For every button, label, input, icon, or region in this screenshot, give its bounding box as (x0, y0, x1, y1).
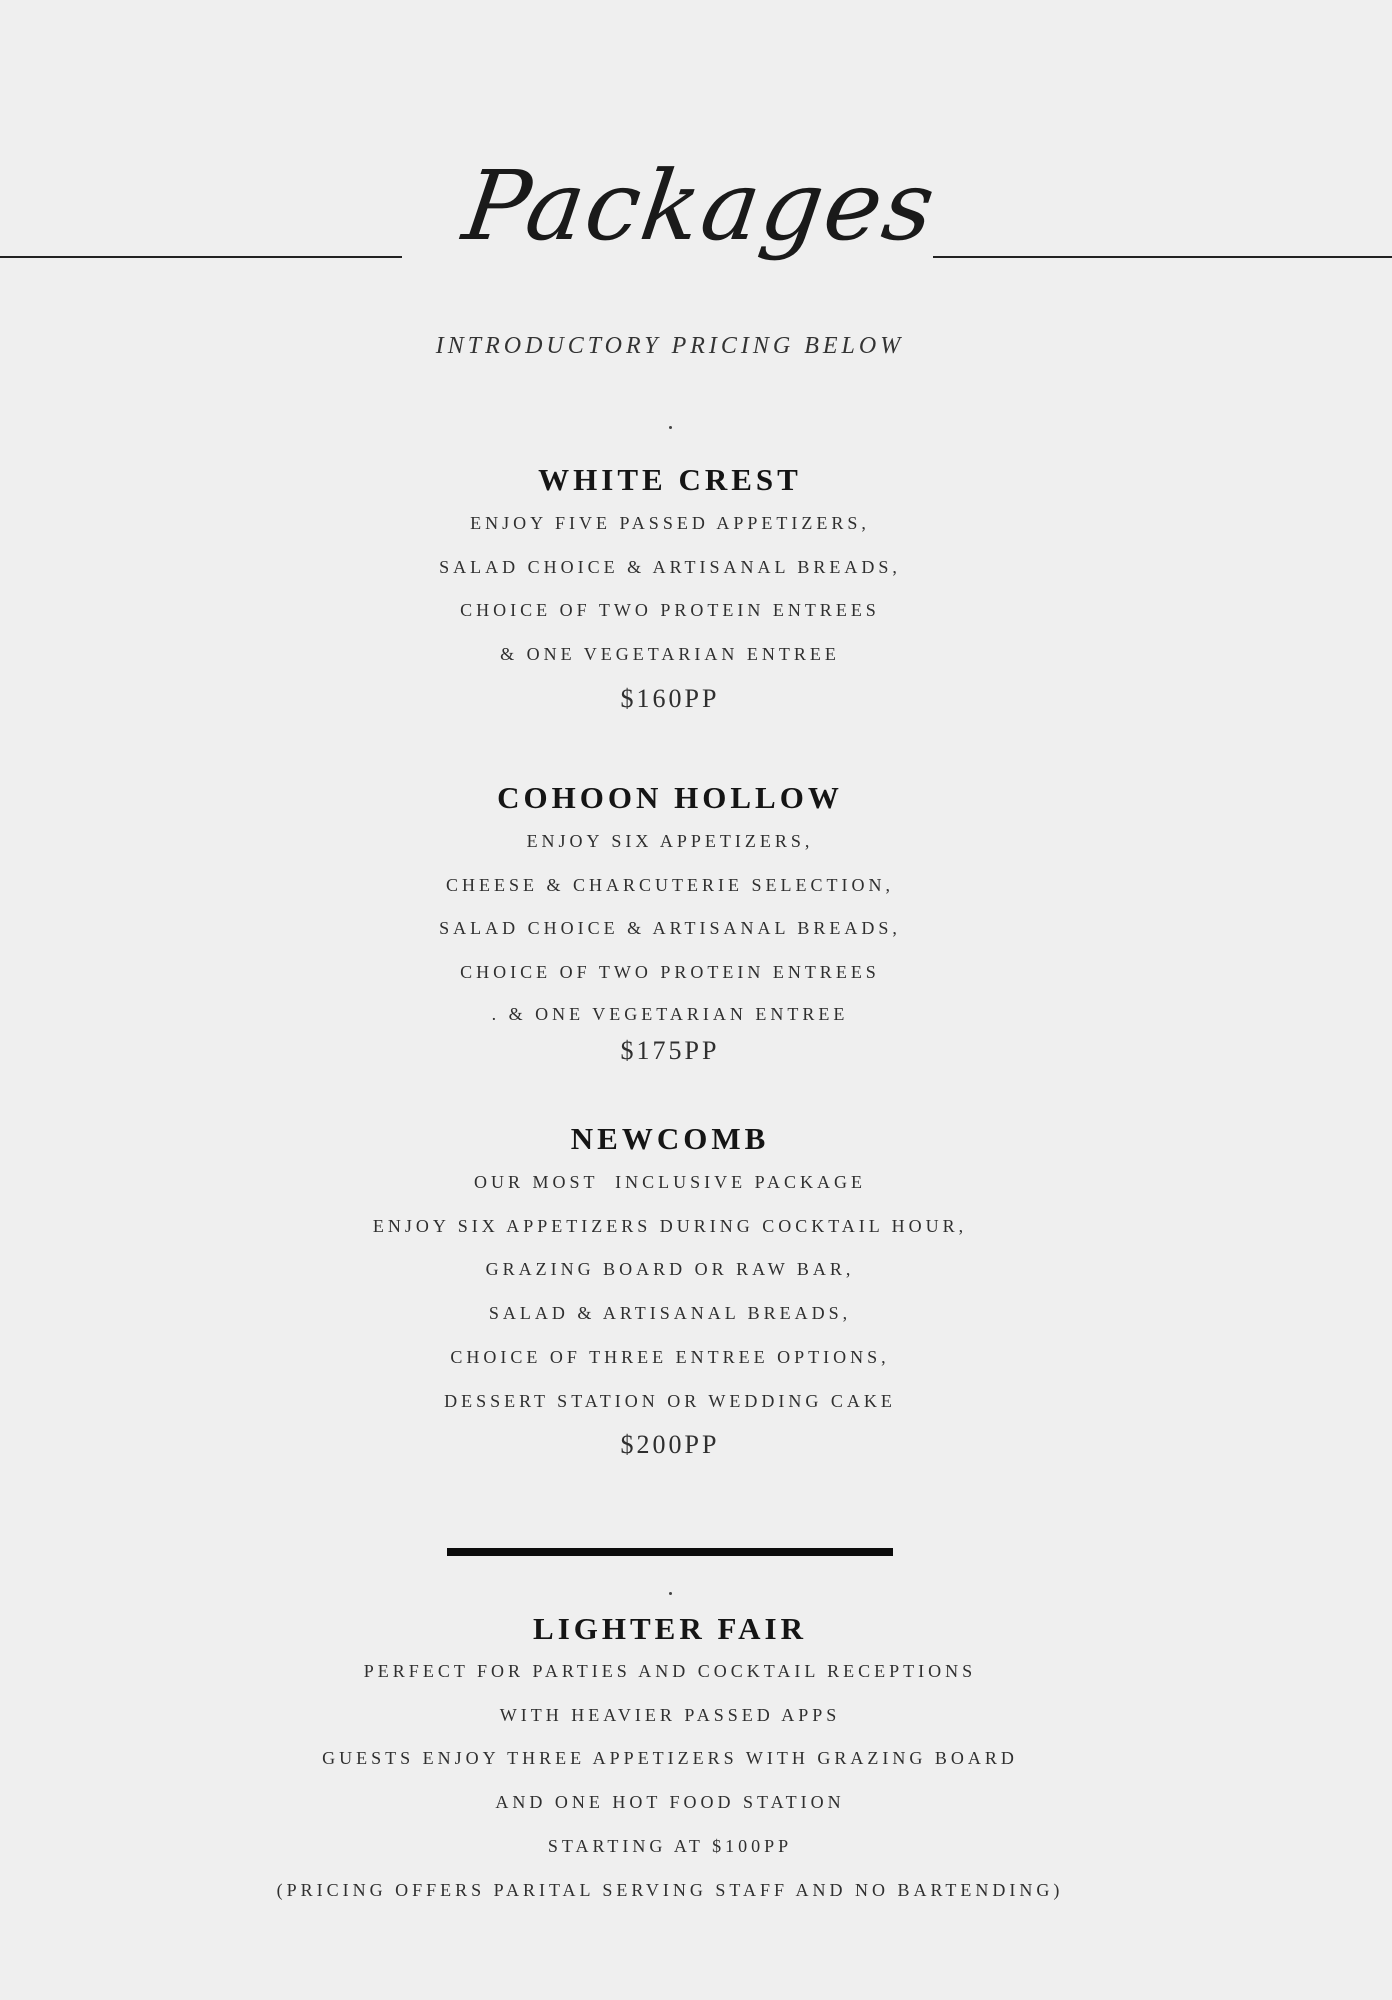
page-subtitle: INTRODUCTORY PRICING BELOW (435, 333, 905, 359)
package-line: WITH HEAVIER PASSED APPS (499, 1704, 841, 1725)
page-title: Packages (457, 150, 943, 262)
divider-dot (669, 1592, 672, 1595)
package-lighter-fair (0, 1608, 1340, 1912)
package-line: STARTING AT $100PP (547, 1835, 793, 1856)
package-line: ENJOY SIX APPETIZERS, (526, 831, 814, 851)
package-line: GRAZING BOARD OR RAW BAR, (485, 1259, 855, 1280)
package-white-crest (0, 458, 1340, 720)
package-line: PERFECT FOR PARTIES AND COCKTAIL RECEPTIONS (363, 1661, 977, 1681)
package-price: $200PP (620, 1430, 720, 1460)
package-line: OUR MOST INCLUSIVE PACKAGE (473, 1172, 867, 1192)
package-line: CHOICE OF TWO PROTEIN ENTREES (460, 600, 880, 621)
package-newcomb (0, 1117, 1340, 1466)
package-price: $160PP (620, 683, 720, 713)
package-line: SALAD & ARTISANAL BREADS, (488, 1303, 852, 1324)
package-line: DESSERT STATION OR WEDDING CAKE (444, 1390, 896, 1411)
package-line: SALAD CHOICE & ARTISANAL BREADS, (439, 556, 901, 577)
package-name: COHOON HOLLOW (497, 780, 843, 815)
package-line: CHOICE OF THREE ENTREE OPTIONS, (450, 1346, 890, 1367)
package-name: WHITE CREST (538, 462, 802, 497)
package-line: SALAD CHOICE & ARTISANAL BREADS, (439, 918, 901, 939)
package-price: $175PP (620, 1035, 720, 1065)
package-line: (PRICING OFFERS PARITAL SERVING STAFF AND NO BARTENDING) (276, 1879, 1064, 1900)
package-name: LIGHTER FAIR (533, 1611, 807, 1646)
package-cohoon-hollow (0, 776, 1340, 1069)
section-divider-bar (447, 1548, 893, 1556)
package-line: ENJOY FIVE PASSED APPETIZERS, (470, 513, 870, 533)
divider-dot (669, 426, 672, 429)
package-line: & ONE VEGETARIAN ENTREE (500, 644, 840, 665)
package-line: CHEESE & CHARCUTERIE SELECTION, (446, 874, 894, 895)
package-line: . & ONE VEGETARIAN ENTREE (491, 1003, 849, 1024)
package-line: CHOICE OF TWO PROTEIN ENTREES (460, 962, 880, 983)
package-name: NEWCOMB (570, 1121, 770, 1156)
package-line: GUESTS ENJOY THREE APPETIZERS WITH GRAZING BOARD (322, 1748, 1018, 1769)
package-line: ENJOY SIX APPETIZERS DURING COCKTAIL HOUR, (372, 1215, 968, 1236)
header-rule-right (933, 256, 1392, 258)
header-rule-left (0, 256, 402, 258)
package-line: AND ONE HOT FOOD STATION (495, 1792, 845, 1813)
